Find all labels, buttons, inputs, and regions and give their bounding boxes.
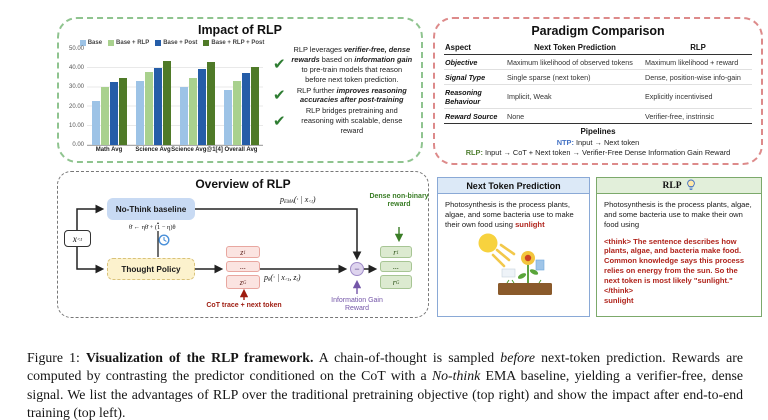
sun-flower-icon	[471, 232, 557, 296]
bar	[110, 82, 118, 145]
category-label: Overall Avg	[224, 147, 258, 153]
rlp-tag: RLP:	[465, 148, 483, 157]
bar	[198, 69, 206, 145]
ntp-body-text: Photosynthesis is the process plants, algae, and some bacteria use to make their own food using	[445, 200, 574, 229]
ntp-card-body	[438, 194, 589, 298]
z1-sub: 1	[243, 250, 246, 256]
rG-sub: G	[395, 280, 400, 286]
zG-node	[226, 275, 260, 289]
bar	[233, 81, 241, 145]
rG-label: r	[392, 277, 396, 287]
value-cell: Single sparse (next token)	[506, 70, 644, 85]
overview-title: Overview of RLP	[195, 177, 291, 191]
category-label: Math Avg	[95, 147, 123, 153]
table-row	[444, 70, 752, 85]
bar	[189, 78, 197, 145]
caption-seg3: EMA baseline, yielding a verifier-free, dense signal. We list the advantages of RLP over the traditional pretraining objective (top right) and show the impact after end-to-end training (top left).	[27, 368, 743, 420]
ntp-highlight: sunlight	[515, 219, 545, 229]
bar-group	[171, 49, 223, 153]
legend-swatch	[203, 40, 209, 46]
rlp-card-body	[597, 194, 761, 308]
rlp-card-title-text: RLP	[662, 180, 682, 191]
checkmark-icon: ✔	[273, 86, 286, 104]
table-row	[444, 85, 752, 109]
bar-group	[92, 49, 127, 153]
cot-trace-label: CoT trace + next token	[206, 302, 282, 309]
y-tick-label: 10.00	[68, 122, 84, 129]
value-cell: Maximum likelihood of observed tokens	[506, 55, 644, 70]
aspect-cell: Signal Type	[444, 70, 506, 85]
zG-label: z	[239, 277, 243, 287]
bar	[242, 73, 250, 145]
legend-label: Base + RLP + Post	[211, 40, 265, 46]
aspect-cell: Reward Source	[444, 109, 506, 124]
chart-plot-area	[67, 46, 263, 153]
rG-node	[380, 275, 412, 289]
pipelines-section	[444, 127, 752, 157]
r-dots: ...	[393, 262, 399, 271]
context-var: x	[72, 233, 77, 244]
legend-item	[108, 40, 149, 46]
legend-label: Base + RLP	[116, 40, 150, 46]
nothink-baseline-node: No-Think baseline	[107, 198, 195, 220]
impact-body	[65, 37, 415, 153]
bar	[92, 101, 100, 145]
value-cell: Verifier-free, instrinsic	[644, 109, 752, 124]
value-cell: None	[506, 109, 644, 124]
bullet-text: RLP leverages verifier-free, dense rewards based on information gain to pre-train models that reason before next token prediction.	[291, 45, 413, 84]
checkmark-icon: ✔	[273, 112, 286, 130]
bullet-text: RLP bridges pretraining and reasoning with scalable, dense reward	[301, 106, 403, 135]
table-row	[444, 55, 752, 70]
caption-em1: before	[500, 350, 536, 365]
ntp-card-title: Next Token Prediction	[438, 178, 589, 194]
impact-panel	[57, 17, 423, 163]
bar	[119, 78, 127, 145]
ntp-pipeline	[444, 138, 752, 147]
bar-group	[135, 49, 171, 153]
chart-legend	[81, 40, 263, 46]
pipelines-heading: Pipelines	[580, 127, 616, 136]
bar-chart	[67, 37, 265, 153]
y-tick-label: 30.00	[68, 84, 84, 91]
thought-policy-node: Thought Policy	[107, 258, 195, 280]
r1-sub: 1	[396, 250, 399, 256]
legend-item	[203, 40, 264, 46]
paradigm-title: Paradigm Comparison	[531, 24, 665, 38]
caption-seg1: A chain-of-thought is sampled	[313, 350, 501, 365]
col-header-rlp: RLP	[644, 41, 752, 55]
rlp-example-card	[596, 177, 762, 317]
context-node	[64, 230, 91, 247]
r1-node	[380, 246, 412, 258]
rlp-answer-text: sunlight	[604, 295, 634, 305]
value-cell: Dense, position-wise info-gain	[644, 70, 752, 85]
bar-group	[224, 49, 259, 153]
bar	[154, 68, 162, 145]
impact-title: Impact of RLP	[197, 23, 283, 37]
z1-label: z	[240, 247, 244, 257]
photosynthesis-illustration	[445, 232, 582, 296]
contrast-operator-icon: −	[350, 262, 364, 276]
ntp-tag: NTP:	[556, 137, 574, 147]
ntp-example-card	[437, 177, 590, 317]
y-tick-label: 0.00	[72, 142, 84, 148]
bar	[251, 67, 259, 145]
clock-icon	[158, 234, 170, 246]
pema-label: pEMA(· | x<t)	[280, 195, 316, 206]
context-sub: <t	[76, 237, 83, 244]
bar	[163, 61, 171, 145]
figure-caption	[27, 349, 743, 420]
r1-label: r	[393, 247, 397, 257]
category-label: Science Avg	[135, 147, 171, 153]
value-cell: Implicit, Weak	[506, 85, 644, 109]
bar	[101, 87, 109, 145]
dense-reward-label: Dense non-binary reward	[369, 193, 429, 209]
lightbulb-icon	[686, 179, 696, 192]
caption-bold: Visualization of the RLP framework.	[85, 350, 314, 365]
z-dots-node	[226, 261, 260, 272]
rlp-think-text: <think> The sentence describes how plants, algae, and bacteria make food. Common knowledge says this process relies on energy from the sun. So the next token is most likely "sunlight."</think>	[604, 236, 745, 295]
y-tick-label: 50.00	[68, 46, 84, 52]
y-axis	[67, 46, 87, 148]
impact-bullet	[273, 45, 413, 85]
bar	[180, 87, 188, 145]
bar	[207, 62, 215, 145]
overview-panel	[57, 171, 429, 318]
y-tick-label: 20.00	[68, 103, 84, 110]
z1-node	[226, 246, 260, 258]
bar	[224, 90, 232, 145]
aspect-cell: Reasoning Behaviour	[444, 85, 506, 109]
zG-sub: G	[242, 280, 247, 286]
ptheta-label: pθ(· | x<t, zt)	[264, 273, 301, 284]
plot	[87, 49, 263, 153]
bar	[145, 72, 153, 145]
value-cell: Maximum likelihood + reward	[644, 55, 752, 70]
caption-seg2: next-token prediction. Rewards are computed by contrasting the predictor conditioned on the CoT with a	[27, 350, 743, 384]
rlp-pipeline	[444, 148, 752, 157]
paradigm-panel	[433, 17, 763, 165]
rlp-card-title	[597, 178, 761, 194]
col-header-ntp: Next Token Prediction	[506, 41, 644, 55]
caption-em2: No-think	[431, 368, 481, 384]
aspect-cell: Objective	[444, 55, 506, 70]
ema-formula: θ̄ ← ηθ̄ + (1 − η)θ	[129, 224, 176, 231]
caption-prefix: Figure 1:	[27, 350, 86, 365]
checkmark-icon: ✔	[273, 56, 286, 74]
legend-swatch	[155, 40, 161, 46]
r-dots-node	[380, 261, 412, 272]
bar	[136, 81, 144, 145]
rlp-body-text: Photosynthesis is the process plants, algae, and some bacteria use to make their own food using	[604, 200, 752, 229]
ntp-pipeline-text: Input → Next token	[573, 137, 640, 147]
y-tick-label: 40.00	[68, 65, 84, 72]
info-gain-label: Information Gain Reward	[331, 297, 383, 313]
rlp-pipeline-text: Input → CoT + Next token → Verifier-Free Dense Information Gain Reward	[482, 148, 731, 157]
value-cell: Explicitly incentivised	[644, 85, 752, 109]
impact-bullet	[273, 86, 413, 106]
category-label: Science Avg@1[4]	[171, 147, 223, 153]
impact-bullets	[273, 39, 413, 146]
impact-bullet	[273, 106, 413, 136]
legend-label: Base + Post	[163, 40, 198, 46]
legend-label: Base	[87, 40, 103, 46]
table-row	[444, 109, 752, 124]
paradigm-table	[444, 41, 752, 124]
z-dots: ...	[240, 262, 246, 271]
bullet-text: RLP further improves reasoning accuracies after post-training	[296, 85, 407, 105]
legend-item	[155, 40, 197, 46]
col-header-aspect: Aspect	[444, 41, 506, 55]
legend-swatch	[108, 40, 114, 46]
